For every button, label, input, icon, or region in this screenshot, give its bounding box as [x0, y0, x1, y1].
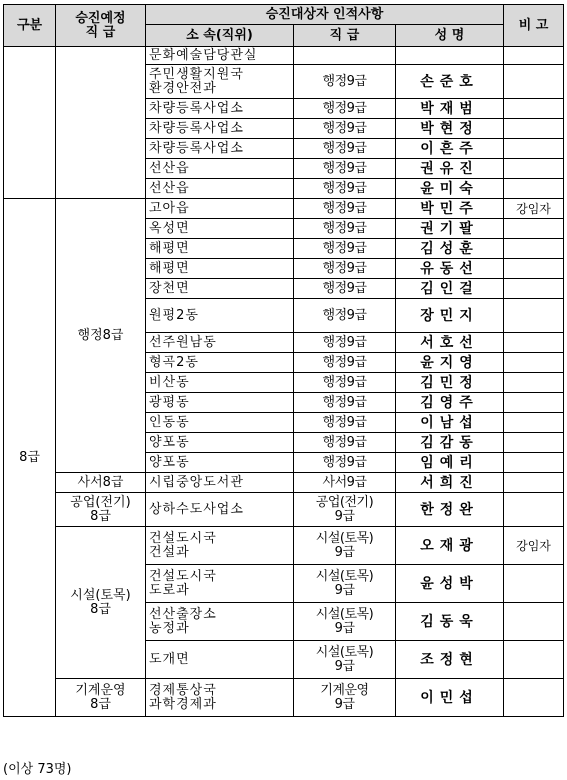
dept-line: 장천면 [149, 280, 190, 296]
grade-line: 행정9급 [322, 200, 367, 216]
dept-line: 선산읍 [149, 160, 190, 176]
name-cell: 윤미숙 [396, 179, 504, 199]
dept-cell [146, 279, 294, 299]
rank-line: 8급 [90, 508, 111, 524]
dept-cell [146, 679, 294, 717]
grade-cell [294, 641, 396, 679]
dept-cell [146, 393, 294, 413]
dept-line: 차량등록사업소 [149, 120, 244, 136]
name-cell: 윤지영 [396, 353, 504, 373]
grade-cell [294, 473, 396, 493]
grade-line: 행정9급 [322, 160, 367, 176]
header-rank-line1: 승진예정 [75, 10, 126, 26]
grade-cell [294, 493, 396, 527]
dept-cell [146, 199, 294, 219]
name-cell: 김감동 [396, 433, 504, 453]
rank-blank-cell [56, 47, 146, 199]
table-row [4, 527, 564, 565]
grade-line: 행정9급 [322, 434, 367, 450]
grade-line: 행정9급 [322, 334, 367, 350]
gubun-cell: 8급 [4, 199, 56, 717]
grade-cell [294, 219, 396, 239]
note-cell [504, 99, 564, 119]
header-personnel: 승진대상자 인적사항 [146, 5, 504, 25]
dept-cell [146, 219, 294, 239]
table-row [4, 473, 564, 493]
dept-line: 농정과 [149, 620, 190, 636]
grade-line: 행정9급 [322, 140, 367, 156]
name-cell: 김영주 [396, 393, 504, 413]
note-cell [504, 139, 564, 159]
name-cell: 장민지 [396, 299, 504, 333]
grade-cell [294, 99, 396, 119]
note-cell [504, 679, 564, 717]
grade-cell [294, 239, 396, 259]
note-cell [504, 453, 564, 473]
dept-line: 환경안전과 [149, 80, 217, 96]
name-cell: 유동선 [396, 259, 504, 279]
note-cell [504, 641, 564, 679]
table-row [4, 493, 564, 527]
dept-cell [146, 641, 294, 679]
note-cell [504, 353, 564, 373]
header-grade: 직 급 [294, 25, 396, 47]
dept-line: 해평면 [149, 260, 190, 276]
table-row [4, 47, 564, 65]
table-row [4, 679, 564, 717]
name-cell: 김민정 [396, 373, 504, 393]
grade-line: 행정9급 [322, 120, 367, 136]
grade-line: 행정9급 [322, 280, 367, 296]
name-cell: 김성훈 [396, 239, 504, 259]
rank-line: 8급 [90, 696, 111, 712]
note-cell: 강임자 [504, 199, 564, 219]
dept-line: 형곡2동 [149, 354, 199, 370]
grade-line: 행정9급 [322, 354, 367, 370]
grade-line: 9급 [334, 620, 355, 636]
grade-line: 행정9급 [322, 414, 367, 430]
dept-line: 시립중앙도서관 [149, 474, 244, 490]
rank-line: 기계운영 [75, 682, 126, 698]
note-cell [504, 413, 564, 433]
table-body [4, 47, 564, 717]
grade-line: 행정9급 [322, 100, 367, 116]
promotion-table [3, 4, 564, 717]
grade-cell [294, 159, 396, 179]
grade-cell [294, 299, 396, 333]
dept-line: 건설도시국 [149, 568, 217, 584]
dept-line: 해평면 [149, 240, 190, 256]
grade-line: 행정9급 [322, 454, 367, 470]
note-cell [504, 47, 564, 65]
header-rank-line2: 직 급 [85, 24, 116, 40]
grade-cell [294, 527, 396, 565]
dept-cell [146, 239, 294, 259]
grade-cell [294, 373, 396, 393]
header-rank [56, 5, 146, 47]
grade-cell [294, 393, 396, 413]
note-cell [504, 179, 564, 199]
dept-cell [146, 159, 294, 179]
dept-line: 문화예술담당관실 [149, 47, 258, 63]
note-cell [504, 603, 564, 641]
dept-line: 상하수도사업소 [149, 501, 244, 517]
dept-line: 원평2동 [149, 307, 199, 323]
dept-line: 고아읍 [149, 200, 190, 216]
grade-cell [294, 279, 396, 299]
note-cell [504, 333, 564, 353]
dept-cell [146, 299, 294, 333]
dept-line: 인동동 [149, 414, 190, 430]
dept-cell [146, 119, 294, 139]
grade-line: 행정9급 [322, 394, 367, 410]
note-cell [504, 565, 564, 603]
dept-cell [146, 99, 294, 119]
name-cell: 손준호 [396, 65, 504, 99]
dept-line: 차량등록사업소 [149, 140, 244, 156]
name-cell: 김인걸 [396, 279, 504, 299]
header-name: 성 명 [396, 25, 504, 47]
name-cell: 이흔주 [396, 139, 504, 159]
grade-line: 9급 [334, 582, 355, 598]
name-cell: 한정완 [396, 493, 504, 527]
dept-cell [146, 139, 294, 159]
dept-line: 도로과 [149, 582, 190, 598]
header-note: 비 고 [504, 5, 564, 47]
grade-line: 9급 [334, 508, 355, 524]
name-cell: 오재광 [396, 527, 504, 565]
dept-cell [146, 527, 294, 565]
grade-cell [294, 47, 396, 65]
dept-cell [146, 493, 294, 527]
dept-line: 과학경제과 [149, 696, 217, 712]
name-cell: 서희진 [396, 473, 504, 493]
note-cell [504, 493, 564, 527]
rank-cell [56, 199, 146, 473]
name-cell: 이남섭 [396, 413, 504, 433]
dept-cell [146, 259, 294, 279]
note-cell: 강임자 [504, 527, 564, 565]
dept-line: 주민생활지원국 [149, 66, 244, 82]
grade-line: 시설(토목) [315, 644, 374, 660]
note-cell [504, 239, 564, 259]
grade-cell [294, 199, 396, 219]
dept-cell [146, 333, 294, 353]
grade-cell [294, 139, 396, 159]
header-gubun: 구분 [4, 5, 56, 47]
name-cell: 김동욱 [396, 603, 504, 641]
dept-line: 광평동 [149, 394, 190, 410]
grade-line: 사서9급 [322, 474, 367, 490]
dept-cell [146, 65, 294, 99]
grade-line: 행정9급 [322, 374, 367, 390]
note-cell [504, 65, 564, 99]
grade-cell [294, 433, 396, 453]
rank-cell [56, 527, 146, 679]
name-cell [396, 47, 504, 65]
grade-line: 행정9급 [322, 220, 367, 236]
grade-cell [294, 603, 396, 641]
name-cell: 서호선 [396, 333, 504, 353]
dept-line: 비산동 [149, 374, 190, 390]
note-cell [504, 433, 564, 453]
dept-cell [146, 603, 294, 641]
rank-line: 8급 [90, 601, 111, 617]
grade-line: 시설(토목) [315, 568, 374, 584]
dept-cell [146, 179, 294, 199]
grade-line: 9급 [334, 696, 355, 712]
note-cell [504, 159, 564, 179]
grade-line: 공업(전기) [315, 494, 374, 510]
name-cell: 박재범 [396, 99, 504, 119]
grade-cell [294, 65, 396, 99]
dept-line: 도개면 [149, 651, 190, 667]
grade-cell [294, 333, 396, 353]
dept-cell [146, 373, 294, 393]
grade-line: 행정9급 [322, 73, 367, 89]
grade-cell [294, 565, 396, 603]
note-cell [504, 299, 564, 333]
rank-line: 공업(전기) [70, 494, 131, 510]
name-cell: 조정현 [396, 641, 504, 679]
grade-cell [294, 453, 396, 473]
grade-cell [294, 119, 396, 139]
dept-line: 선산출장소 [149, 606, 217, 622]
note-cell [504, 119, 564, 139]
footnote: (이상 73명) [3, 762, 72, 777]
note-cell [504, 393, 564, 413]
dept-line: 경제통상국 [149, 682, 217, 698]
name-cell: 이민섭 [396, 679, 504, 717]
grade-line: 9급 [334, 658, 355, 674]
grade-line: 행정9급 [322, 240, 367, 256]
grade-line: 기계운영 [320, 682, 369, 698]
header-dept: 소 속(직위) [146, 25, 294, 47]
dept-line: 선주원남동 [149, 334, 217, 350]
dept-cell [146, 473, 294, 493]
grade-cell [294, 679, 396, 717]
grade-line: 행정9급 [322, 180, 367, 196]
grade-cell [294, 179, 396, 199]
grade-line: 시설(토목) [315, 606, 374, 622]
grade-cell [294, 413, 396, 433]
dept-cell [146, 353, 294, 373]
dept-line: 양포동 [149, 434, 190, 450]
name-cell: 윤성박 [396, 565, 504, 603]
dept-line: 차량등록사업소 [149, 100, 244, 116]
dept-line: 선산읍 [149, 180, 190, 196]
name-cell: 박현정 [396, 119, 504, 139]
rank-line: 사서8급 [77, 474, 124, 490]
rank-cell [56, 473, 146, 493]
name-cell: 권기팔 [396, 219, 504, 239]
dept-line: 건설도시국 [149, 530, 217, 546]
dept-cell [146, 453, 294, 473]
rank-cell [56, 679, 146, 717]
dept-line: 건설과 [149, 544, 190, 560]
name-cell: 권유진 [396, 159, 504, 179]
grade-cell [294, 353, 396, 373]
note-cell [504, 473, 564, 493]
rank-line: 행정8급 [77, 327, 124, 343]
dept-line: 양포동 [149, 454, 190, 470]
dept-line: 옥성면 [149, 220, 190, 236]
name-cell: 임예리 [396, 453, 504, 473]
note-cell [504, 219, 564, 239]
grade-line: 시설(토목) [315, 530, 374, 546]
dept-cell [146, 413, 294, 433]
note-cell [504, 373, 564, 393]
rank-cell [56, 493, 146, 527]
dept-cell [146, 47, 294, 65]
grade-line: 9급 [334, 544, 355, 560]
rank-line: 시설(토목) [70, 587, 131, 603]
gubun-blank-cell [4, 47, 56, 199]
name-cell: 박민주 [396, 199, 504, 219]
note-cell [504, 279, 564, 299]
grade-cell [294, 259, 396, 279]
dept-cell [146, 433, 294, 453]
dept-cell [146, 565, 294, 603]
note-cell [504, 259, 564, 279]
grade-line: 행정9급 [322, 260, 367, 276]
grade-line: 행정9급 [322, 307, 367, 323]
table-row [4, 199, 564, 219]
